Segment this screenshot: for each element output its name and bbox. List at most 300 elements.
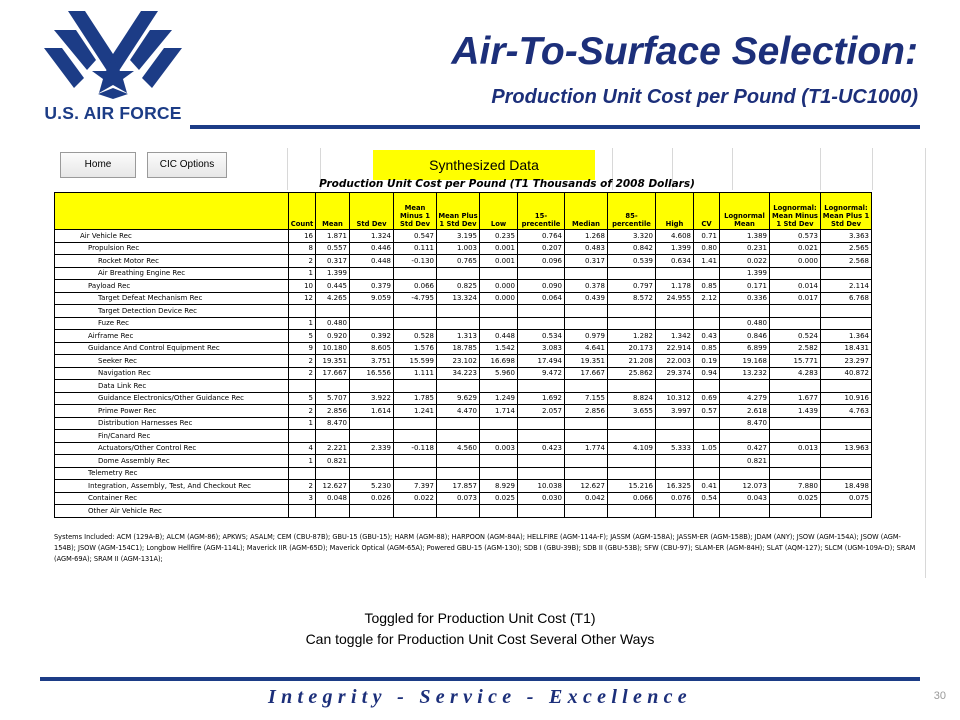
table-cell: 0.025 [770, 492, 821, 505]
table-cell [565, 317, 608, 330]
table-cell: 4.265 [316, 292, 350, 305]
table-cell [608, 417, 656, 430]
table-cell [770, 380, 821, 393]
table-cell: 12.073 [720, 480, 770, 493]
table-cell [821, 467, 872, 480]
footer-motto: Integrity - Service - Excellence [268, 686, 692, 708]
table-cell: 1.389 [720, 230, 770, 243]
table-cell: 0.026 [350, 492, 394, 505]
column-header: High [656, 193, 694, 230]
table-cell: 0.231 [720, 242, 770, 255]
table-cell: 0.448 [480, 330, 518, 343]
table-cell: 9.629 [437, 392, 480, 405]
table-cell [821, 505, 872, 518]
table-cell: 4.279 [720, 392, 770, 405]
table-cell [821, 455, 872, 468]
table-cell: 1.313 [437, 330, 480, 343]
table-cell: 0.69 [694, 392, 720, 405]
caption-line-1: Toggled for Production Unit Cost (T1) [364, 610, 596, 626]
usaf-logo [40, 8, 186, 126]
table-cell [437, 380, 480, 393]
table-cell [316, 430, 350, 443]
table-cell [518, 455, 565, 468]
table-cell: 0.94 [694, 367, 720, 380]
table-cell [694, 305, 720, 318]
table-cell [394, 417, 437, 430]
table-cell [518, 417, 565, 430]
table-cell: 1.178 [656, 280, 694, 293]
table-cell [394, 505, 437, 518]
table-cell: 0.336 [720, 292, 770, 305]
column-header: Mean Minus 1 Std Dev [394, 193, 437, 230]
table-cell: -0.118 [394, 442, 437, 455]
air-force-wings-icon [40, 8, 186, 100]
table-cell: 3.320 [608, 230, 656, 243]
table-cell [770, 267, 821, 280]
table-cell: 0.825 [437, 280, 480, 293]
table-cell: 29.374 [656, 367, 694, 380]
table-cell: 1.677 [770, 392, 821, 405]
table-cell: 23.102 [437, 355, 480, 368]
table-cell: 17.494 [518, 355, 565, 368]
table-title: Production Unit Cost per Pound (T1 Thousands of 2008 Dollars) [319, 178, 695, 190]
table-cell: 5.960 [480, 367, 518, 380]
table-cell: 2.057 [518, 405, 565, 418]
table-row [55, 405, 872, 418]
table-cell: 1.342 [656, 330, 694, 343]
table-cell: 12 [289, 292, 316, 305]
table-cell: 0.547 [394, 230, 437, 243]
table-cell [289, 467, 316, 480]
table-cell [565, 417, 608, 430]
table-cell [694, 267, 720, 280]
table-cell [694, 417, 720, 430]
table-row [55, 492, 872, 505]
table-row [55, 467, 872, 480]
table-cell [394, 305, 437, 318]
table-cell: 3.655 [608, 405, 656, 418]
table-cell: 22.003 [656, 355, 694, 368]
table-cell [565, 430, 608, 443]
row-label: Actuators/Other Control Rec [55, 442, 289, 455]
table-cell: 2.12 [694, 292, 720, 305]
table-cell: 34.223 [437, 367, 480, 380]
table-cell: 0.765 [437, 255, 480, 268]
table-cell: 4.470 [437, 405, 480, 418]
table-cell [656, 305, 694, 318]
table-cell [350, 417, 394, 430]
table-cell: 9.059 [350, 292, 394, 305]
table-cell [770, 455, 821, 468]
table-cell [437, 467, 480, 480]
table-cell: 3.751 [350, 355, 394, 368]
row-label: Integration, Assembly, Test, And Checkout Rec [55, 480, 289, 493]
table-cell: 0.076 [656, 492, 694, 505]
table-cell: 13.232 [720, 367, 770, 380]
table-cell [770, 417, 821, 430]
table-cell: 6.768 [821, 292, 872, 305]
table-cell [565, 267, 608, 280]
table-cell [821, 417, 872, 430]
page-number: 30 [933, 690, 946, 702]
table-cell: 0.317 [565, 255, 608, 268]
table-cell: 8.824 [608, 392, 656, 405]
table-cell: 0.979 [565, 330, 608, 343]
table-cell: 5.230 [350, 480, 394, 493]
table-cell: 0.042 [565, 492, 608, 505]
table-cell [656, 467, 694, 480]
table-cell [770, 430, 821, 443]
table-cell [316, 305, 350, 318]
table-cell: 19.168 [720, 355, 770, 368]
table-cell: 8 [289, 242, 316, 255]
table-cell: 1.399 [720, 267, 770, 280]
table-cell: 10.916 [821, 392, 872, 405]
table-cell: 25.862 [608, 367, 656, 380]
column-header: Low [480, 193, 518, 230]
table-cell: 13.963 [821, 442, 872, 455]
table-cell: 13.324 [437, 292, 480, 305]
table-cell [518, 505, 565, 518]
table-cell: 0.57 [694, 405, 720, 418]
table-cell [480, 267, 518, 280]
table-cell: 2.568 [821, 255, 872, 268]
table-cell [821, 430, 872, 443]
table-row [55, 417, 872, 430]
row-label: Propulsion Rec [55, 242, 289, 255]
table-cell [437, 305, 480, 318]
table-cell: 4.109 [608, 442, 656, 455]
table-cell: 0.634 [656, 255, 694, 268]
table-cell: 0.048 [316, 492, 350, 505]
table-cell: 17.667 [316, 367, 350, 380]
table-cell [770, 505, 821, 518]
table-cell: 1.542 [480, 342, 518, 355]
table-cell: 2.114 [821, 280, 872, 293]
table-cell: 1.576 [394, 342, 437, 355]
slide-title: Air-To-Surface Selection: [451, 30, 918, 73]
table-cell [694, 467, 720, 480]
table-cell [694, 455, 720, 468]
table-cell: 2 [289, 480, 316, 493]
table-cell [565, 467, 608, 480]
row-label: Seeker Rec [55, 355, 289, 368]
table-cell [608, 317, 656, 330]
table-cell: 2 [289, 367, 316, 380]
table-cell [350, 267, 394, 280]
table-cell: 2.221 [316, 442, 350, 455]
table-cell: 1.871 [316, 230, 350, 243]
table-cell: 0.557 [316, 242, 350, 255]
table-row [55, 255, 872, 268]
table-cell [770, 317, 821, 330]
table-cell: 7.397 [394, 480, 437, 493]
table-cell [565, 455, 608, 468]
table-cell [720, 430, 770, 443]
table-cell [394, 317, 437, 330]
table-cell: 0.573 [770, 230, 821, 243]
table-cell [437, 455, 480, 468]
column-header: 85-percentile [608, 193, 656, 230]
table-cell: 1.614 [350, 405, 394, 418]
table-cell: 8.929 [480, 480, 518, 493]
table-cell: 0.030 [518, 492, 565, 505]
table-cell [480, 467, 518, 480]
table-row [55, 480, 872, 493]
table-cell: 16 [289, 230, 316, 243]
table-cell: 4 [289, 442, 316, 455]
row-label: Guidance And Control Equipment Rec [55, 342, 289, 355]
table-cell [350, 455, 394, 468]
table-cell: 5 [289, 392, 316, 405]
table-cell: 21.208 [608, 355, 656, 368]
table-cell: 16.698 [480, 355, 518, 368]
table-cell [656, 505, 694, 518]
table-cell: 5.333 [656, 442, 694, 455]
table-cell: 8.470 [720, 417, 770, 430]
table-cell: 0.022 [394, 492, 437, 505]
table-row [55, 455, 872, 468]
row-label: Fuze Rec [55, 317, 289, 330]
table-cell: 1.111 [394, 367, 437, 380]
table-cell: 2.856 [565, 405, 608, 418]
table-row [55, 342, 872, 355]
table-cell: 1.241 [394, 405, 437, 418]
table-cell [316, 380, 350, 393]
table-cell: 1.41 [694, 255, 720, 268]
table-cell: 0.483 [565, 242, 608, 255]
table-cell: 0.025 [480, 492, 518, 505]
table-cell [720, 305, 770, 318]
table-cell: 20.173 [608, 342, 656, 355]
table-cell: 1.399 [656, 242, 694, 255]
table-row [55, 280, 872, 293]
table-body [55, 230, 872, 518]
table-cell: 0.445 [316, 280, 350, 293]
table-cell: 0.000 [480, 292, 518, 305]
table-cell: 4.763 [821, 405, 872, 418]
column-header: Mean [316, 193, 350, 230]
table-cell [720, 467, 770, 480]
row-label: Prime Power Rec [55, 405, 289, 418]
table-cell [608, 455, 656, 468]
table-cell [394, 380, 437, 393]
table-row [55, 392, 872, 405]
table-cell [694, 317, 720, 330]
table-cell: 1.774 [565, 442, 608, 455]
table-cell: 0.427 [720, 442, 770, 455]
table-cell [821, 267, 872, 280]
table-cell [694, 430, 720, 443]
column-header: CV [694, 193, 720, 230]
table-cell: 1.439 [770, 405, 821, 418]
table-row [55, 380, 872, 393]
table-cell: 0.920 [316, 330, 350, 343]
grid-line [820, 148, 821, 190]
table-cell [394, 430, 437, 443]
table-cell: 12.627 [316, 480, 350, 493]
table-cell [694, 380, 720, 393]
table-cell: 0.480 [720, 317, 770, 330]
table-cell: 3.922 [350, 392, 394, 405]
table-cell: 0.090 [518, 280, 565, 293]
table-row [55, 267, 872, 280]
table-cell: 7.880 [770, 480, 821, 493]
table-cell: 0.003 [480, 442, 518, 455]
header-divider [190, 125, 920, 129]
table-cell [656, 417, 694, 430]
table-cell: 0.764 [518, 230, 565, 243]
table-cell [480, 505, 518, 518]
row-label: Air Vehicle Rec [55, 230, 289, 243]
table-cell [608, 467, 656, 480]
table-cell: 9.472 [518, 367, 565, 380]
table-cell: 0.446 [350, 242, 394, 255]
table-cell: 15.771 [770, 355, 821, 368]
table-cell: 0.013 [770, 442, 821, 455]
table-cell: 0.439 [565, 292, 608, 305]
table-cell [289, 430, 316, 443]
row-label: Telemetry Rec [55, 467, 289, 480]
table-row [55, 230, 872, 243]
table-cell: 40.872 [821, 367, 872, 380]
table-cell [480, 455, 518, 468]
caption-line-2: Can toggle for Production Unit Cost Several Other Ways [305, 631, 655, 647]
table-cell: 0.480 [316, 317, 350, 330]
table-cell [518, 317, 565, 330]
systems-included-note: Systems Included: ACM (129A-B); ALCM (AGM-86); APKWS; ASALM; CEM (CBU-87B); GBU-15 (GBU-15); HARM (AGM-88); HARPOON (AGM-84A); HELLFIRE (AGM-114A-F); JASSM (AGM-158A); JASSM-ER (AGM-158B); JDAM (ANY); JSOW (AGM-154A); JSOW (AGM-154B); JSOW (AGM-154C1); Longbow Hellfire (AGM-114L); Maverick IIR (AGM-65D); Maverick Optical (AGM-65A); Powered GBU-15 (AGM-130); SDB I (GBU-39B); SDB II (GBU-53B); SFW (CBU-97); SLAM-ER (AGM-84H); SLAT (AQM-127); SLCM (UGM-109A-D); SRAM (AGM-69A); SRAM II (AGM-131A); [54, 533, 916, 563]
table-cell: 1.05 [694, 442, 720, 455]
table-cell: 1.268 [565, 230, 608, 243]
row-label: Target Defeat Mechanism Rec [55, 292, 289, 305]
table-row [55, 292, 872, 305]
table-row [55, 442, 872, 455]
table-cell: 19.351 [316, 355, 350, 368]
table-cell [821, 380, 872, 393]
table-cell: 0.842 [608, 242, 656, 255]
table-cell [770, 467, 821, 480]
table-cell: 3.997 [656, 405, 694, 418]
table-row [55, 317, 872, 330]
table-cell: 4.641 [565, 342, 608, 355]
table-cell: 8.470 [316, 417, 350, 430]
table-cell: 3.363 [821, 230, 872, 243]
table-cell: 22.914 [656, 342, 694, 355]
cic-options-button[interactable]: CIC Options [147, 152, 227, 178]
table-cell [656, 380, 694, 393]
table-row [55, 305, 872, 318]
table-cell [480, 380, 518, 393]
row-label: Navigation Rec [55, 367, 289, 380]
table-cell [656, 430, 694, 443]
table-row [55, 355, 872, 368]
row-label: Payload Rec [55, 280, 289, 293]
table-cell: 0.846 [720, 330, 770, 343]
table-row [55, 505, 872, 518]
table-cell [720, 380, 770, 393]
table-row [55, 330, 872, 343]
table-cell: 0.534 [518, 330, 565, 343]
table-cell: 2 [289, 255, 316, 268]
table-cell: 4.560 [437, 442, 480, 455]
table-cell: 8.572 [608, 292, 656, 305]
header-corner [55, 193, 289, 230]
table-cell: 0.066 [608, 492, 656, 505]
table-cell [437, 317, 480, 330]
table-cell [608, 380, 656, 393]
table-cell: 0.539 [608, 255, 656, 268]
table-cell [565, 505, 608, 518]
table-cell [289, 305, 316, 318]
column-header: Median [565, 193, 608, 230]
table-cell: 10 [289, 280, 316, 293]
table-cell: 10.038 [518, 480, 565, 493]
table-cell: 0.392 [350, 330, 394, 343]
table-cell [394, 455, 437, 468]
table-cell [821, 305, 872, 318]
table-cell: 0.448 [350, 255, 394, 268]
table-cell: 17.857 [437, 480, 480, 493]
synthesized-data-banner: Synthesized Data [373, 150, 595, 180]
table-cell [656, 267, 694, 280]
table-cell: 0.821 [720, 455, 770, 468]
table-cell [394, 467, 437, 480]
table-cell: 0.54 [694, 492, 720, 505]
table-cell: 9 [289, 342, 316, 355]
table-cell: 0.207 [518, 242, 565, 255]
row-label: Distribution Harnesses Rec [55, 417, 289, 430]
table-cell: 0.073 [437, 492, 480, 505]
table-cell: 0.111 [394, 242, 437, 255]
table-cell [480, 305, 518, 318]
table-cell: 0.022 [720, 255, 770, 268]
table-cell: 1.785 [394, 392, 437, 405]
table-cell: 0.85 [694, 342, 720, 355]
table-cell [480, 417, 518, 430]
row-label: Fin/Canard Rec [55, 430, 289, 443]
table-cell: 7.155 [565, 392, 608, 405]
table-cell: 0.075 [821, 492, 872, 505]
table-cell [350, 430, 394, 443]
table-cell: 0.014 [770, 280, 821, 293]
table-cell [289, 380, 316, 393]
table-cell: 1.003 [437, 242, 480, 255]
table-cell [437, 417, 480, 430]
table-cell [608, 505, 656, 518]
table-cell: 12.627 [565, 480, 608, 493]
table-cell: 10.180 [316, 342, 350, 355]
table-cell [289, 505, 316, 518]
table-cell: 0.096 [518, 255, 565, 268]
table-cell: 1 [289, 267, 316, 280]
table-cell: 2.565 [821, 242, 872, 255]
table-cell: 1.692 [518, 392, 565, 405]
table-cell [480, 317, 518, 330]
table-cell [350, 317, 394, 330]
table-cell: 0.043 [720, 492, 770, 505]
table-cell: 1.714 [480, 405, 518, 418]
table-cell [694, 505, 720, 518]
table-cell: 0.064 [518, 292, 565, 305]
table-cell [518, 380, 565, 393]
table-cell: 5.707 [316, 392, 350, 405]
table-cell: 2.856 [316, 405, 350, 418]
table-cell: 2 [289, 405, 316, 418]
column-header: Count [289, 193, 316, 230]
home-button[interactable]: Home [60, 152, 136, 178]
table-cell: 4.283 [770, 367, 821, 380]
table-cell: 18.785 [437, 342, 480, 355]
